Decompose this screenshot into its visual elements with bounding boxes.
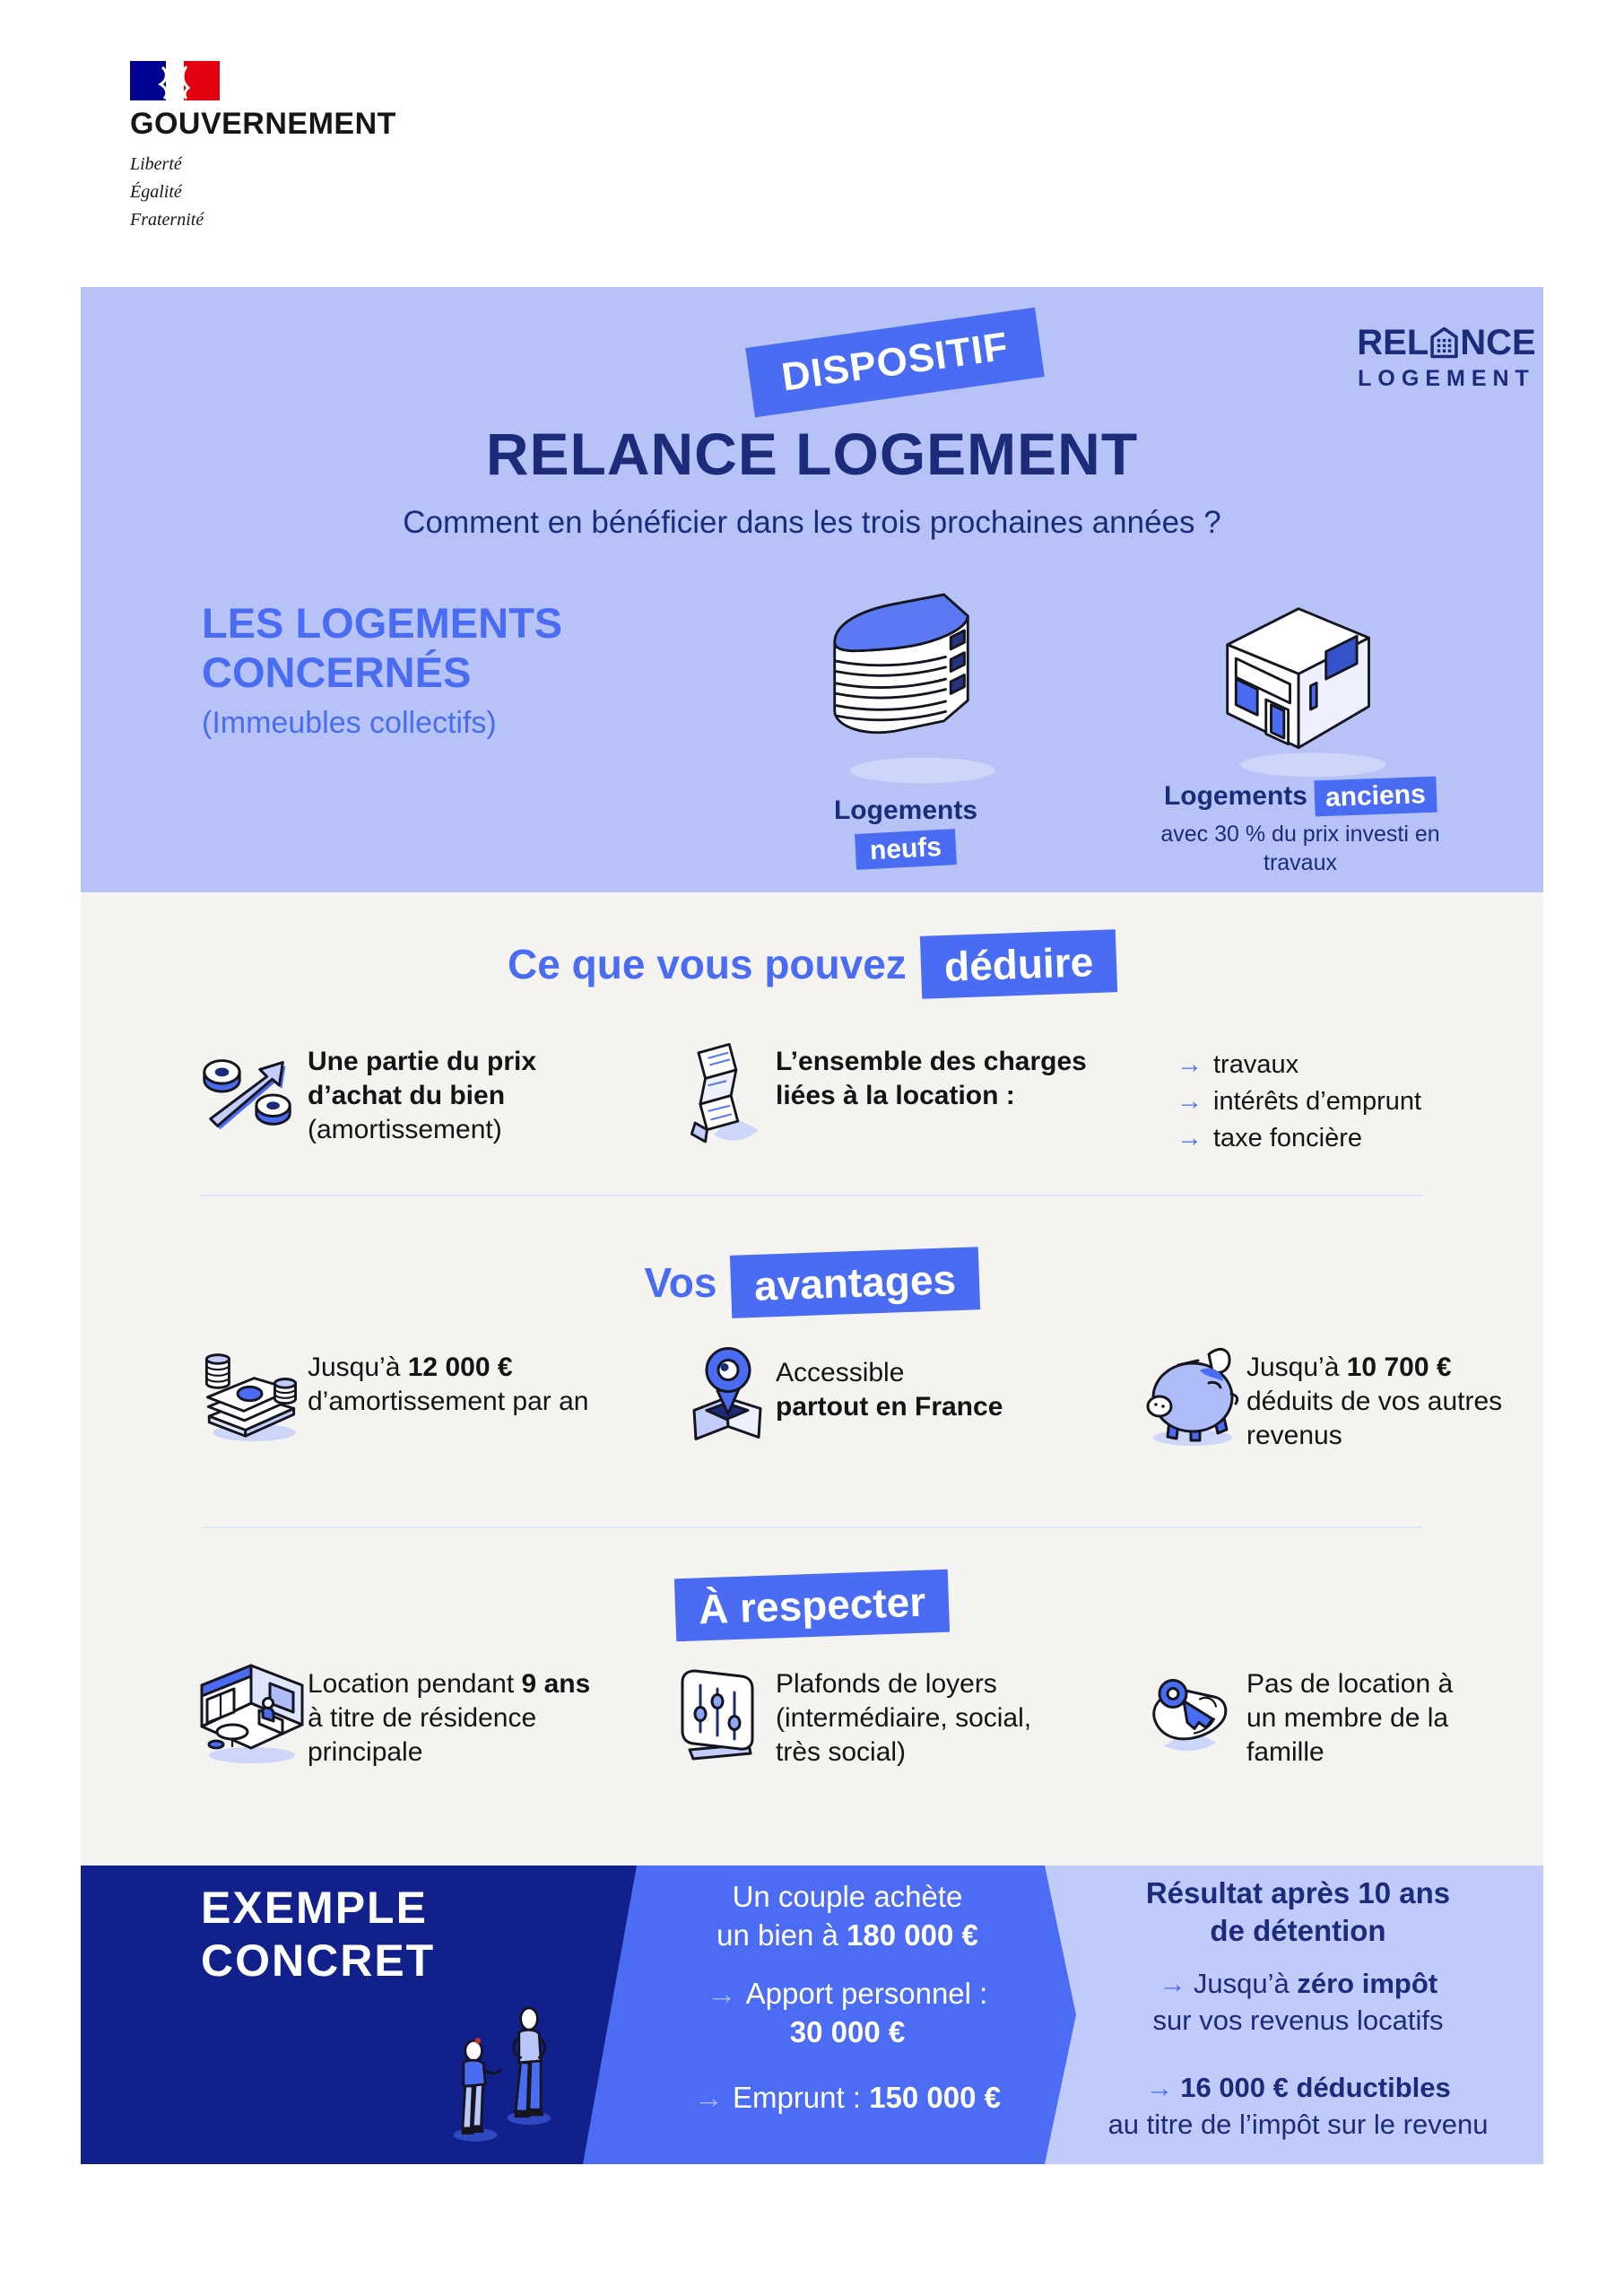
arrow-icon: → [1177,1124,1203,1153]
living-room-icon [193,1658,309,1768]
avantage-item-france [776,1356,1054,1424]
building-label-new [803,794,1009,867]
heading-line: CONCERNÉS [202,648,472,696]
item-normal-text: Accessible [776,1358,905,1387]
result-title-line: de détention [1210,1914,1386,1948]
example-title-line: EXEMPLE [201,1883,428,1933]
heading-line: LES LOGEMENTS [202,599,563,647]
building-badge: anciens [1315,777,1437,816]
relance-logo-line1 [1343,323,1550,363]
purchase-intro-line2: un bien à 180 000 € [716,1918,978,1952]
relance-logo-line2: LOGEMENT [1358,366,1535,391]
government-wordmark: GOUVERNEMENT [130,107,396,141]
item-normal-text: (amortissement) [308,1115,502,1145]
page-subtitle: Comment en bénéficier dans les trois prochaines années ? [403,505,1221,540]
motto-line: Liberté [130,154,182,174]
result-title [1072,1874,1524,1950]
list-item [1177,1047,1421,1083]
result-zero-impot: → Jusqu’à zéro impôt sur vos revenus locatifs [1072,1966,1524,2039]
arrow-icon: → [707,1977,737,2010]
section-title-respecter [81,1574,1543,1637]
motto-line: Fraternité [130,210,204,230]
example-title-line: CONCRET [201,1935,436,1986]
section-title-deduire [81,933,1543,996]
new-building-icon [798,576,1004,789]
avantage-item-amortissement [308,1351,595,1419]
item-bold-text: Une partie du prix d’achat du bien [308,1047,537,1111]
motto-line: Égalité [130,182,182,202]
purchase-intro [623,1878,1072,1955]
building-name [1148,778,1453,814]
item-normal-text: Location pendant [308,1669,522,1699]
arrow-icon: → [1177,1087,1203,1117]
heading-subtitle: (Immeubles collectifs) [202,706,497,741]
key-hand-icon [1137,1664,1240,1761]
result-deductible-line2: au titre de l’impôt sur le revenu [1107,2108,1489,2140]
location-pin-icon [683,1340,773,1448]
item-normal-text: d’amortissement par an [308,1387,589,1417]
section-divider [202,1195,1422,1196]
building-name: Logements [833,796,978,825]
receipt-icon [680,1040,769,1152]
item-normal-text: Jusqu’à [308,1352,408,1382]
sliders-icon [668,1662,762,1765]
example-title [201,1882,435,1987]
section-title-text: Ce que vous pouvez [508,941,907,987]
dispositif-badge: DISPOSITIF [745,308,1045,418]
content-band [81,892,1543,1866]
result-zero-impot-line2: sur vos revenus locatifs [1152,2004,1444,2036]
arrow-icon: → [693,2081,724,2114]
deduire-item-charges [776,1045,1094,1113]
purchase-emprunt-label: Emprunt : [732,2081,870,2114]
result-deductible: → 16 000 € déductibles au titre de l’impôt sur le revenu [1072,2070,1524,2144]
relance-logement-logo [1343,323,1550,392]
relance-logo-text: REL [1357,323,1429,362]
respecter-item-plafonds [776,1667,1072,1770]
purchase-apport-value: 30 000 € [789,2014,906,2048]
list-item [1177,1083,1421,1120]
government-logo [130,61,507,234]
section-title-avantages [81,1251,1543,1314]
example-band [81,1866,1543,2164]
section-title-badge: déduire [920,929,1117,999]
arrow-icon: → [1145,2072,1174,2103]
item-bold-text: 9 ans [521,1669,591,1699]
piggy-bank-icon [1137,1342,1249,1449]
purchase-apport [623,1975,1072,2052]
section-title-badge: avantages [730,1247,980,1318]
deduire-item-price [308,1045,604,1147]
deduire-list [1177,1047,1421,1158]
building-badge: neufs [855,829,957,870]
relance-logo-text: NCE [1460,323,1536,362]
item-normal-text: Pas de location à un membre de la famille [1246,1669,1454,1768]
item-bold-text: 10 700 € [1346,1352,1452,1382]
list-item-text: travaux [1213,1050,1299,1079]
purchase-apport-label: Apport personnel : [745,1977,988,2010]
list-item [1177,1120,1421,1157]
item-normal-text: Plafonds de loyers (intermédiaire, social, très social) [776,1669,1032,1768]
arrow-icon: → [1158,1968,1186,1999]
section-divider [202,1526,1422,1528]
item-normal-text: Jusqu’à [1246,1352,1347,1382]
french-flag-icon [130,61,220,102]
respecter-item-famille [1246,1667,1480,1770]
purchase-intro-line1: Un couple achète [732,1880,963,1913]
header-band [81,287,1543,892]
section-title-text: Vos [644,1259,717,1306]
motto [130,151,507,234]
renovated-building-icon [1197,583,1403,778]
list-item-text: taxe foncière [1213,1124,1363,1153]
building-name-text: Logements [1163,781,1307,811]
purchase-emprunt [623,2079,1072,2118]
percent-arrow-icon [195,1047,301,1136]
item-bold-text: partout en France [776,1392,1003,1422]
item-bold-text: 12 000 € [407,1352,513,1382]
building-note: avec 30 % du prix investi en travaux [1160,821,1440,875]
money-stack-icon [192,1344,308,1444]
avantage-item-deduction [1246,1351,1524,1453]
concerned-housing-heading [202,599,562,741]
result-title-line: Résultat après 10 ans [1145,1876,1451,1909]
list-item-text: intérêts d’emprunt [1213,1087,1422,1117]
item-normal-text: à titre de résidence principale [308,1703,537,1768]
arrow-icon: → [1177,1050,1203,1079]
building-label-renovated [1148,778,1453,878]
section-title-badge: À respecter [674,1570,950,1642]
item-bold-text: L’ensemble des charges liées à la location : [776,1047,1087,1111]
item-normal-text: déduits de vos autres revenus [1246,1387,1503,1451]
page-title: RELANCE LOGEMENT [485,421,1139,487]
respecter-item-location [308,1667,604,1770]
house-icon [1430,326,1458,359]
purchase-emprunt-value: 150 000 € [869,2081,1002,2114]
couple-illustration [435,1980,569,2151]
